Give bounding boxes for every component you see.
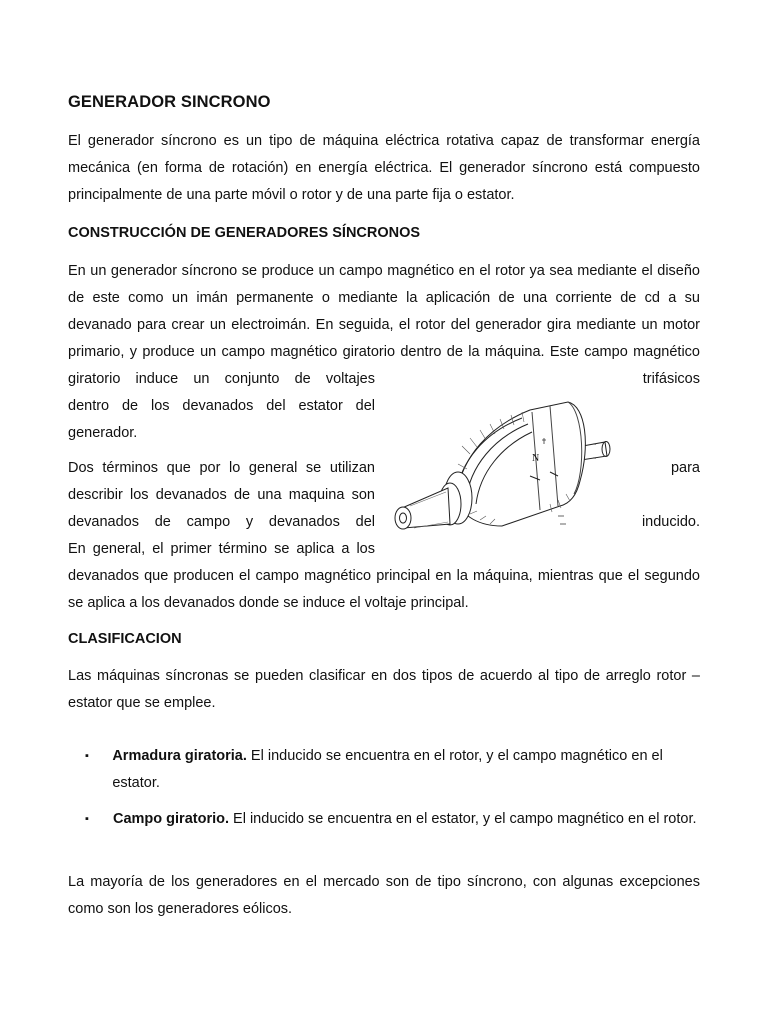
intro-line: El generador síncrono es un tipo de máquina eléctrica rotativa capaz de transformar energía [68, 133, 700, 149]
line-right: trifásicos [642, 371, 700, 387]
body-line: En un generador síncrono se produce un campo magnético en el rotor ya sea mediante el diseño [68, 263, 700, 279]
body-line: La mayoría de los generadores en el mercado son de tipo síncrono, con algunas excepciones [68, 874, 700, 890]
list-item-text [112, 743, 700, 797]
body-line: como son los generadores eólicos. [68, 901, 293, 917]
page-title: GENERADOR SINCRONO [68, 93, 271, 111]
classification-heading: CLASIFICACION [68, 631, 182, 647]
body-line: se aplica a los devanados donde se induce el voltaje principal. [68, 595, 469, 611]
closing-paragraph [68, 869, 700, 923]
list-item-desc: El inducido se encuentra en el estator, y el campo magnético en el rotor. [229, 811, 697, 827]
list-item-term: Campo giratorio. [113, 811, 230, 827]
rotor-illustration [390, 376, 620, 546]
line-left: devanados de campo y devanados del [68, 514, 375, 530]
line-left: describir los devanados de una maquina son [68, 487, 375, 503]
construction-heading: CONSTRUCCIÓN DE GENERADORES SÍNCRONOS [68, 225, 421, 241]
pole-label: N [532, 453, 540, 464]
list-item-desc: El inducido se encuentra en el rotor, y el campo magnético en el estator. [112, 748, 663, 791]
bullet-icon: ▪ [85, 750, 89, 762]
list-item [85, 806, 700, 833]
list-item-term: Armadura giratoria. [112, 748, 247, 764]
intro-line: mecánica (en forma de rotación) en energía eléctrica. El generador síncrono está compuesto [68, 160, 700, 176]
classification-list [85, 743, 700, 833]
body-line: generador. [68, 425, 138, 441]
line-right: para [670, 460, 700, 476]
classification-intro [68, 663, 700, 717]
line-left: giratorio induce un conjunto de voltajes [68, 371, 375, 387]
body-line: primario, y produce un campo magnético giratorio dentro de la máquina. Este campo magnético [68, 344, 700, 360]
list-item [85, 743, 700, 797]
body-line: Las máquinas síncronas se pueden clasificar en dos tipos de acuerdo al tipo de arreglo rotor – [68, 668, 700, 684]
body-line: de este como un imán permanente o mediante la aplicación de una corriente de cd a su [68, 290, 700, 306]
line-left: dentro de los devanados del estator del [68, 398, 375, 414]
list-item-text [113, 806, 697, 833]
line-left: Dos términos que por lo general se utilizan [68, 460, 375, 476]
body-line: devanados que producen el campo magnético principal en la máquina, mientras que el segundo [68, 568, 700, 584]
body-line: devanado para crear un electroimán. En seguida, el rotor del generador gira mediante un motor [68, 317, 700, 333]
bullet-icon: ▪ [85, 813, 89, 825]
line-left: En general, el primer término se aplica a los [68, 541, 375, 557]
body-line: estator que se emplee. [68, 695, 216, 711]
intro-paragraph [68, 128, 700, 209]
intro-line: principalmente de una parte móvil o rotor y de una parte fija o estator. [68, 187, 515, 203]
line-right: inducido. [641, 514, 700, 530]
